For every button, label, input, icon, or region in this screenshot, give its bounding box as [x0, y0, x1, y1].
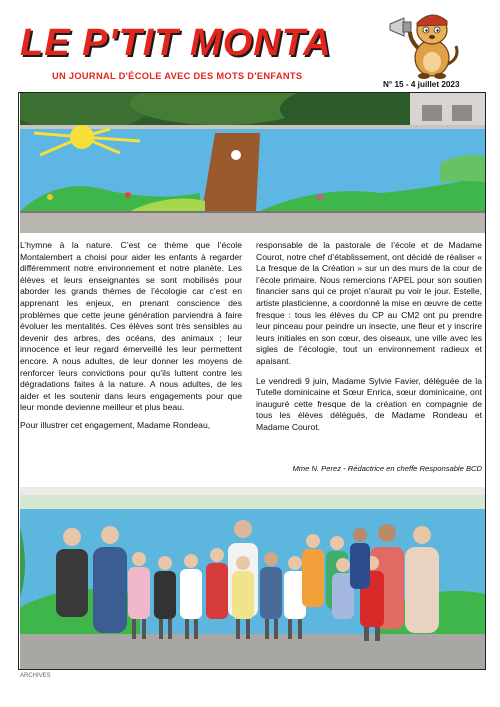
article-column-right [256, 240, 482, 440]
article-paragraph: Pour illustrer cet engagement, Madame Rondeau, [20, 419, 211, 430]
article-paragraph: responsable de la pastorale de l’école et de Madame Courot, notre chef d’établissement, ont décidé de réaliser « La fresque de la Création » sur un des murs de la cour de l’école primaire. Nous remercions l’APEL pour son soutien financier sans qui ce projet n’aurait pu voir le jour. Estelle, artiste plasticienne, a coordonné la mise en œuvre de cette fresque : tous les élèves du CP au CM2 ont pu prendre leur pinceau pour peindre un insecte, une fleur et y inscrire leurs initiales en son cœur, des oiseaux, une ville avec les sigles de l’écologie, tout un environnement radieux et apaisant. [256, 240, 482, 366]
article-paragraph: L’hymne à la nature. C’est ce thème que l’école Montalembert a choisi pour aider les enfants à regarder différemment notre environnement et notre planète. Les élèves et leurs enseignantes se sont mobilisés pour aborder les grands thèmes de l’écologie car c’est en apprenant les enjeux, en prenant conscience des problèmes que cette jeune génération parviendra à faire évoluer les mentalités. Ces élèves sont très sensibles au devenir des arbres, des océans, des animaux ; leur innocence et leur regard émerveillé les leur permettent encore. A nous adultes, de leur donner les moyens de renforcer leurs convictions pour qu’ils luttent contre les dégradations faites à la nature. A nous adultes, de les aider et les soutenir dans leurs engagements pour que leur monde devienne meilleur et plus beau. [20, 240, 242, 413]
article-paragraph: Le vendredi 9 juin, Madame Sylvie Favier, déléguée de la Tutelle dominicaine et Sœur Enrica, sœur dominicaine, ont inauguré cette fresque de la création en compagnie de tous les élèves délégués, de Madame Rondeau et Madame Courot. [256, 375, 482, 432]
newspaper-title: LE P'TIT MONTA [20, 22, 332, 64]
author-signature: Mme N. Perez - Rédactrice en cheffe Responsable BCD [292, 464, 482, 473]
mascot-illustration [386, 6, 464, 80]
newspaper-subtitle: UN JOURNAL D'ÉCOLE AVEC DES MOTS D'ENFANTS [52, 71, 303, 81]
page-footnote: ARCHIVES [20, 673, 51, 679]
group-photo [20, 487, 485, 669]
issue-number-date: N° 15 - 4 juillet 2023 [383, 80, 460, 89]
article-column-left [20, 240, 242, 438]
mural-photo [20, 93, 485, 233]
